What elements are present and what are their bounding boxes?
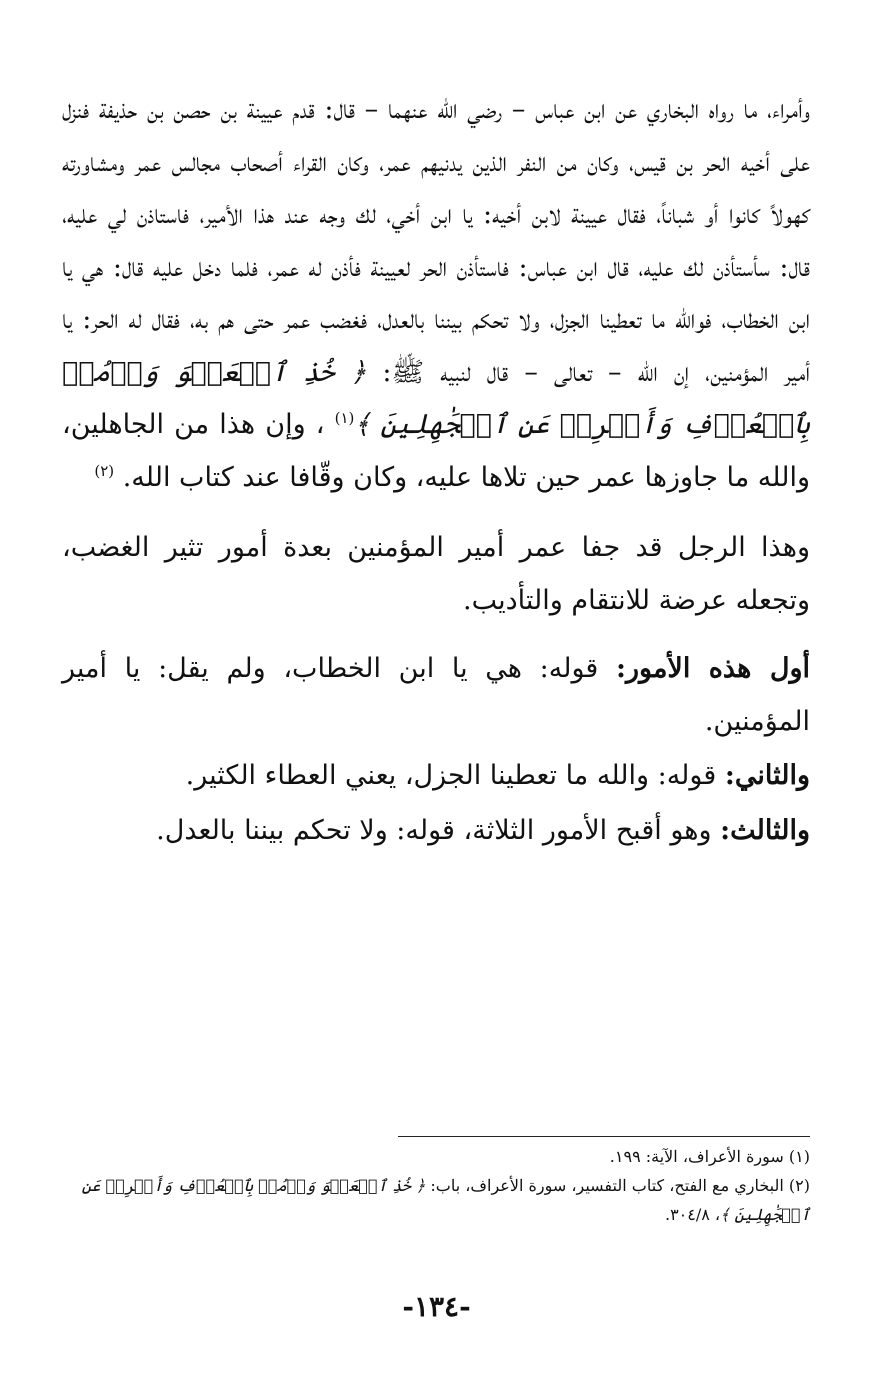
second-matter-text: قوله: والله ما تعطينا الجزل، يعني العطاء الكثير.: [185, 760, 725, 791]
paragraph-third-matter: [62, 805, 810, 858]
third-matter-lead: والثالث:: [720, 814, 810, 846]
paragraph-commentary: [62, 522, 810, 627]
hadith-text: وأمراء، ما رواه البخاري عن ابن عباس – رضي الله عنهما – قال: قدم عيينة بن حصن بن حذيفة فنزل على أخيه الحر بن قيس، وكان من النفر الذين يدنيهم عمر، وكان القراء أصحاب مجالس عمر ومشاورته كهولاً كانوا أو شباناً، فقال عيينة لابن أخيه: يا ابن أخي، لك وجه عند هذا الأمير، فاستاذن لي عليه، قال: سأستأذن لك عليه، قال ابن عباس: فاستأذن الحر لعيينة فأذن له عمر، فلما دخل عليه قال: هي يا ابن الخطاب، فوالله ما تعطينا الجزل، ولا تحكم بيننا بالعدل، فغضب عمر حتى هم به، فقال له الحر: يا أمير المؤمنين، إن الله – تعالى – قال لنبيه ﷺ:: [62, 94, 810, 388]
footnote-2: [62, 1171, 810, 1229]
commentary-text: وهذا الرجل قد جفا عمر أمير المؤمنين بعدة أمور تثير الغضب، وتجعله عرضة للانتقام والتأديب.: [62, 532, 810, 616]
first-matter-text: قوله: هي يا ابن الخطاب، ولم يقل: يا أمير المؤمنين.: [62, 653, 810, 737]
main-text: [62, 84, 810, 857]
footnote-2-quran: ﴿ خُذِ ٱلۡعَفۡوَ وَأۡمُرۡ بِٱلۡعُرۡفِ وَأَعۡرِضۡ عَنِ ٱلۡجَٰهِلِينَ ﴾: [81, 1176, 810, 1224]
footnote-2-text: (٢) البخاري مع الفتح، كتاب التفسير، سورة الأعراف، باب:: [430, 1176, 810, 1195]
second-matter-lead: والثاني:: [724, 760, 810, 791]
first-matter-lead: أول هذه الأمور:: [616, 653, 810, 684]
quran-verse: ﴿ خُذِ ٱلۡعَفۡوَ وَأۡمُرۡ بِٱلۡعُرۡفِ وَأَعۡرِضۡ عَنِ ٱلۡجَٰهِلِينَ ﴾: [62, 356, 810, 440]
page-number: -١٣٤-: [402, 1290, 471, 1323]
third-matter-text: وهو أقبح الأمور الثلاثة، قوله: ولا تحكم بيننا بالعدل.: [156, 814, 721, 846]
footnote-1: [62, 1142, 810, 1171]
paragraph-first-matter: [62, 643, 810, 748]
footnote-divider: [398, 1136, 810, 1137]
footnotes: [62, 1142, 810, 1229]
footnote-1-text: (١) سورة الأعراف، الآية: ١٩٩.: [609, 1147, 810, 1166]
paragraph-second-matter: [62, 750, 810, 803]
footnote-ref-1[interactable]: (١): [334, 409, 355, 427]
footnote-2-tail: ، ٣٠٤/٨.: [664, 1205, 721, 1224]
footnote-ref-2[interactable]: (٢): [94, 461, 115, 480]
hadith-continuation: ، وإن هذا من الجاهلين، والله ما جاوزها عمر حين تلاها عليه، وكان وقّافا عند كتاب الله.: [62, 409, 810, 493]
paragraph-hadith: [62, 84, 810, 504]
